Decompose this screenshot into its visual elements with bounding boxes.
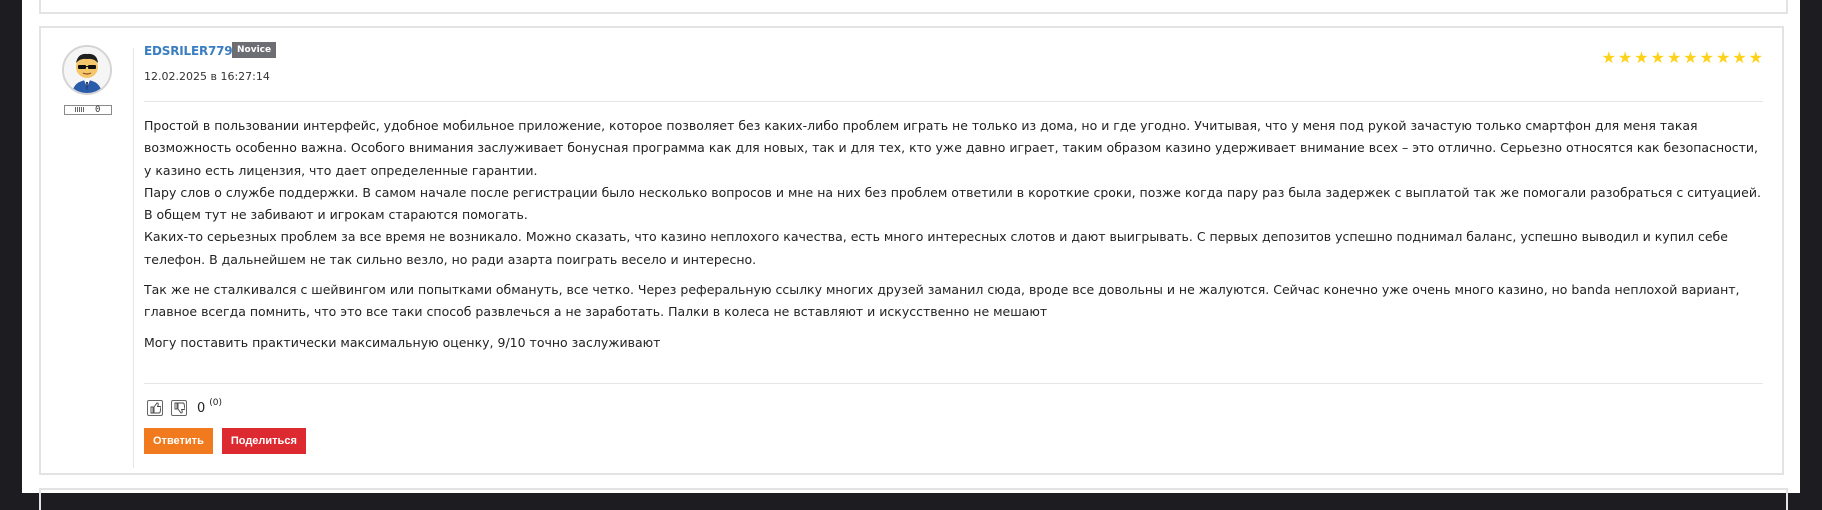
page (22, 0, 1800, 493)
next-review-card (39, 488, 1788, 510)
reputation-bar (64, 105, 112, 115)
vote-bar (147, 400, 222, 416)
post-date: 12.02.2025 в 16:27:14 (144, 70, 270, 83)
review-paragraph (144, 279, 1763, 324)
star-icon: ★ (1666, 48, 1682, 67)
star-icon: ★ (1601, 48, 1616, 67)
star-icon: ★ (1617, 48, 1633, 67)
review-paragraph (144, 115, 1763, 271)
avatar-icon (64, 47, 110, 93)
thumbs-down-icon[interactable] (171, 400, 187, 416)
review-content (144, 28, 1763, 473)
paragraph-text: Так же не сталкивался с шейвингом или попытками обмануть, все четко. Через реферальную ссылку многих друзей заманил сюда, вроде все довольны и не жалуются. Сейчас конечно уже очень много казино, но banda неплохой вариант, главное всегда помнить, что это все таки способ развлечься а не заработать. Палки в колеса не вставляют и искусственно не мешают (144, 282, 1740, 320)
action-buttons (144, 428, 306, 454)
star-icon: ★ (1650, 48, 1665, 67)
share-button[interactable]: Поделиться (222, 428, 306, 454)
review-card (39, 26, 1784, 475)
star-icon: ★ (1748, 48, 1763, 67)
paragraph-text: Могу поставить практически максимальную оценку, 9/10 точно заслуживают (144, 334, 661, 350)
star-icon: ★ (1715, 48, 1731, 67)
reputation-value: 0 (95, 105, 101, 115)
previous-review-card (39, 0, 1788, 14)
vote-score: 0 (197, 400, 206, 416)
review-text (144, 115, 1763, 362)
thumbs-up-icon[interactable] (147, 400, 163, 416)
paragraph-text: Пару слов о службе поддержки. В самом начале после регистрации было несколько вопросов и мне на них без проблем ответили в короткие сроки, позже когда пару раз была задержек с выплатой так же помогали разобраться с ситуацией. В общем тут не забивают и игрокам стараются помогать. (144, 184, 1761, 223)
star-icon: ★ (1683, 48, 1698, 67)
footer-divider (144, 383, 1763, 384)
paragraph-text: Простой в пользовании интерфейс, удобное мобильное приложение, которое позволяет без каких-либо проблем играть не только из дома, но и где угодно. Учитывая, что у меня под рукой зачастую только смартфон для меня такая возможность особенно важна. Особого внимания заслуживает бонусная программа как для новых, так и для тех, кто уже давно играет, таким образом казино удерживает внимание всех – это отлично. Серьезно относятся как безопасности, у казино есть лицензия, что дает определенные гарантии. (144, 118, 1759, 178)
review-paragraph (144, 332, 1763, 354)
star-icon: ★ (1699, 48, 1714, 67)
header-divider (144, 101, 1763, 102)
star-icon: ★ (1732, 48, 1747, 67)
reputation-meter (75, 107, 85, 112)
rank-badge: Novice (232, 42, 276, 58)
reply-button[interactable]: Ответить (144, 428, 213, 454)
vote-total: (0) (209, 398, 223, 408)
paragraph-text: Каких-то серьезных проблем за все время не возникало. Можно сказать, что казино неплохого качества, есть много интересных слотов и дают выигрывать. С первых депозитов успешно поднимал баланс, успешно выводил и купил себе телефон. В дальнейшем не так сильно везло, но ради азарта поиграть весело и интересно. (144, 229, 1728, 267)
author-username[interactable]: EDSRILER779 (144, 44, 233, 58)
star-icon: ★ (1634, 48, 1649, 67)
avatar[interactable] (62, 45, 112, 95)
author-column (41, 28, 133, 473)
rating-stars (1602, 50, 1763, 66)
column-divider (133, 48, 134, 468)
